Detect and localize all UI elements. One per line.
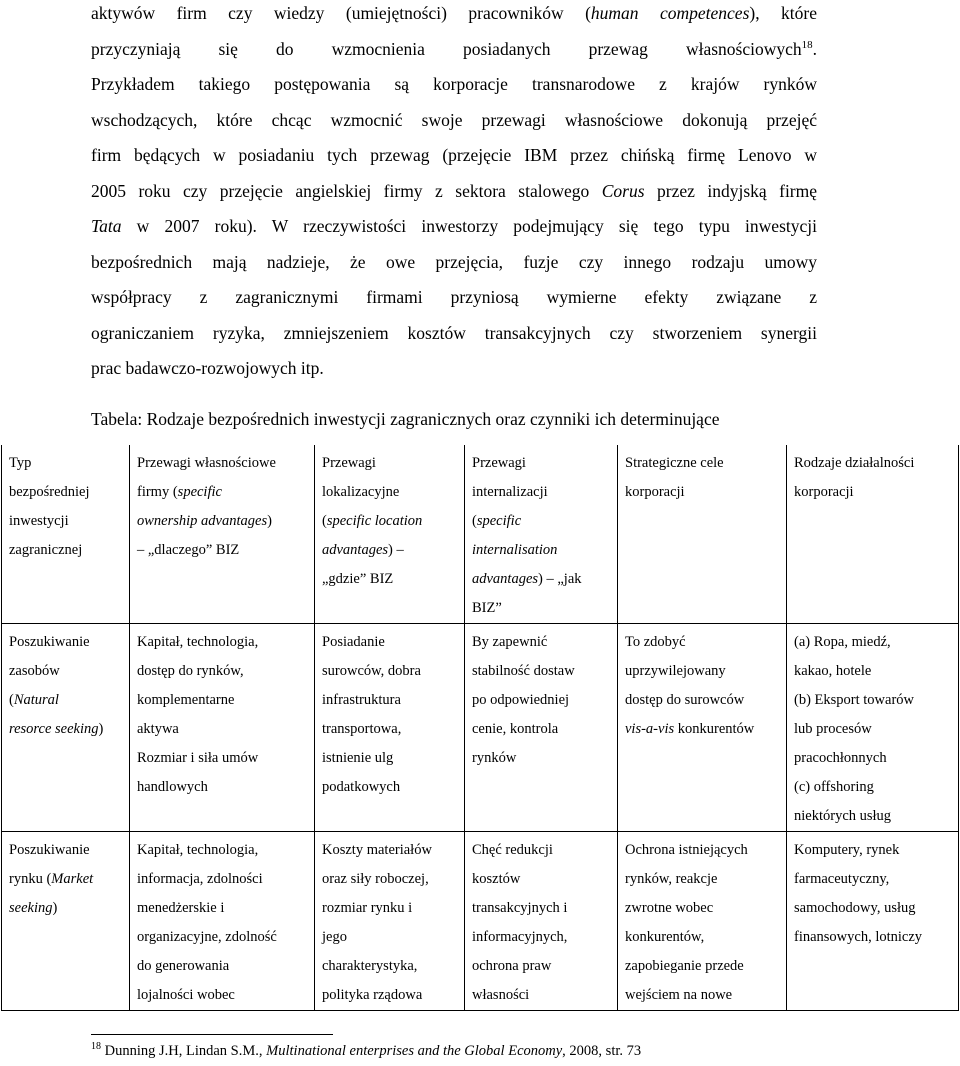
cell-line: konkurentów, [625,929,705,945]
paragraph-line: prac badawczo-rozwojowych itp. [91,358,324,378]
cell-line: rynków, reakcje [625,871,718,887]
cell-line: (specific [472,513,522,529]
table-cell [787,624,959,832]
cell-line: oraz siły roboczej, [322,871,429,887]
footnote-rule [91,1034,333,1035]
table-caption: Tabela: Rodzaje bezpośrednich inwestycji zagranicznych oraz czynniki ich determinujące [91,409,720,429]
cell-line: komplementarne [137,692,235,708]
cell-line: Kapitał, technologia, [137,842,259,858]
cell-line [137,594,307,623]
cell-line [9,923,122,952]
cell-line: jego [322,929,347,945]
cell-line: zagranicznej [9,542,83,558]
paragraph-line: ograniczaniem ryzyka, zmniejszeniem kosztów transakcyjnych czy stworzeniem synergii [91,322,817,343]
paragraph-line: wschodzących, które chcąc wzmocnić swoje przewagi własnościowe dokonują przejęć [91,109,817,130]
cell-line: ochrona praw [472,958,552,974]
table-cell [130,624,315,832]
cell-line: dostęp do rynków, [137,663,244,679]
cell-line: cenie, kontrola [472,721,559,737]
cell-line: finansowych, lotniczy [794,929,923,945]
cell-line: korporacji [794,484,854,500]
cell-line: inwestycji [9,513,69,529]
footnote-number: 18 [91,1041,101,1052]
paragraph-line: Tata w 2007 roku). W rzeczywistości inwestorzy podejmujący się tego typu inwestycji [91,216,817,236]
cell-line [625,594,779,623]
cell-line [794,981,951,1010]
cell-line [625,536,779,565]
cell-line: (specific location [322,513,423,529]
paragraph-line: przyczyniają się do wzmocnienia posiadanych przewag własnościowych$^{18}$. [91,38,817,59]
cell-line: Przewagi [472,455,526,471]
cell-line: zwrotne wobec [625,900,714,916]
cell-line: samochodowy, usług [794,900,916,916]
cell-line: Rodzaje działalności [794,455,915,471]
cell-line [625,744,779,773]
table-cell [2,624,130,832]
cell-line: istnienie ulg [322,750,394,766]
cell-line: lojalności wobec [137,987,235,1003]
cell-line [322,594,457,623]
table-cell [787,445,959,624]
cell-line: Przewagi [322,455,376,471]
cell-line: transportowa, [322,721,402,737]
cell-line: rynku (Market [9,871,94,887]
cell-line: (Natural [9,692,59,708]
cell-line: Kapitał, technologia, [137,634,259,650]
table-cell [787,832,959,1011]
cell-line: (a) Ropa, miedź, [794,634,891,650]
cell-line: rozmiar rynku i [322,900,413,916]
cell-line: pracochłonnych [794,750,887,766]
cell-line: dostęp do surowców [625,692,745,708]
cell-line: uprzywilejowany [625,663,726,679]
cell-line: rynków [472,750,517,766]
cell-line: internalisation [472,542,558,558]
cell-line: lokalizacyjne [322,484,400,500]
cell-line: kosztów [472,871,521,887]
cell-line [472,773,610,802]
table-body [2,445,959,1011]
paragraph-line: Przykładem takiego postępowania są korporacje transnarodowe z krajów rynków [91,74,817,94]
cell-line: advantages) – „jak [472,571,582,587]
cell-line [9,952,122,981]
cell-line: advantages) – [322,542,404,558]
cell-line [9,773,122,802]
cell-line: „gdzie” BIZ [322,571,394,587]
cell-line: BIZ” [472,600,502,616]
cell-line [625,802,779,831]
cell-line: polityka rządowa [322,987,423,1003]
table-cell [465,832,618,1011]
cell-line: surowców, dobra [322,663,421,679]
cell-line: (c) offshoring [794,779,874,795]
footnote [91,1041,641,1060]
table-cell [618,624,787,832]
cell-line: stabilność dostaw [472,663,575,679]
cell-line: menedżerskie i [137,900,225,916]
cell-line: seeking) [9,900,58,916]
table-cell [618,832,787,1011]
cell-line [794,565,951,594]
cell-line: ownership advantages) [137,513,272,529]
cell-line: transakcyjnych i [472,900,568,916]
cell-line: kakao, hotele [794,663,872,679]
cell-line: Ochrona istniejących [625,842,748,858]
cell-line: (b) Eksport towarów [794,692,915,708]
paragraph-line: firm będących w posiadaniu tych przewag (przejęcie IBM przez chińską firmę Lenovo w [91,145,817,165]
cell-line: infrastruktura [322,692,401,708]
cell-line [9,802,122,831]
cell-line: Chęć redukcji [472,842,553,858]
cell-line: Poszukiwanie [9,842,90,858]
table-cell [315,445,465,624]
table-row [2,832,959,1011]
cell-line [9,594,122,623]
cell-line: Rozmiar i siła umów [137,750,259,766]
cell-line: charakterystyka, [322,958,418,974]
cell-line [625,773,779,802]
cell-line: do generowania [137,958,230,974]
cell-line: Strategiczne cele [625,455,724,471]
cell-line: Poszukiwanie [9,634,90,650]
table-cell [465,445,618,624]
table-cell [2,832,130,1011]
cell-line: Typ [9,455,32,471]
cell-line: internalizacji [472,484,548,500]
cell-line: vis-a-vis konkurentów [625,721,755,737]
cell-line: własności [472,987,530,1003]
cell-line: zasobów [9,663,60,679]
cell-line [137,565,307,594]
cell-line: firmy (specific [137,484,222,500]
cell-line [625,565,779,594]
table-cell [130,832,315,1011]
investment-types-table [1,445,959,1011]
table-cell [315,832,465,1011]
cell-line [794,507,951,536]
cell-line [9,744,122,773]
paragraph-line: bezpośrednich mają nadzieje, że owe przejęcia, fuzje czy innego rodzaju umowy [91,251,817,272]
cell-line [794,594,951,623]
cell-line [137,802,307,831]
table-cell [465,624,618,832]
cell-line: Komputery, rynek [794,842,900,858]
cell-line: handlowych [137,779,208,795]
cell-line: aktywa [137,721,179,737]
cell-line: niektórych usług [794,808,892,824]
cell-line: To zdobyć [625,634,686,650]
cell-line: bezpośredniej [9,484,90,500]
footnote-text: Dunning J.H, Lindan S.M., Multinational enterprises and the Global Economy, 2008, str. 73 [101,1043,642,1059]
table-cell [2,445,130,624]
table-header-row [2,445,959,624]
cell-line: zapobieganie przede [625,958,744,974]
paragraph-line: współpracy z zagranicznymi firmami przyniosą wymierne efekty związane z [91,287,817,307]
table-cell [315,624,465,832]
cell-line: organizacyjne, zdolność [137,929,277,945]
cell-line: Przewagi własnościowe [137,455,276,471]
cell-line: informacja, zdolności [137,871,263,887]
cell-line: korporacji [625,484,685,500]
cell-line: wejściem na nowe [625,987,733,1003]
cell-line [472,802,610,831]
cell-line: informacyjnych, [472,929,568,945]
cell-line: Koszty materiałów [322,842,432,858]
cell-line: farmaceutyczny, [794,871,890,887]
cell-line [625,507,779,536]
cell-line: Posiadanie [322,634,385,650]
cell-line: lub procesów [794,721,872,737]
table-cell [618,445,787,624]
table-cell [130,445,315,624]
body-paragraph [91,0,817,387]
cell-line: resorce seeking) [9,721,104,737]
cell-line: By zapewnić [472,634,548,650]
paragraph-line: aktywów firm czy wiedzy (umiejętności) pracowników (human competences), które [91,3,817,23]
table-row [2,624,959,832]
cell-line: po odpowiedniej [472,692,570,708]
cell-line [9,981,122,1010]
cell-line [794,952,951,981]
cell-line: podatkowych [322,779,401,795]
cell-line [9,565,122,594]
cell-line: – „dlaczego” BIZ [137,542,240,558]
cell-line [794,536,951,565]
cell-line [322,802,457,831]
paragraph-line: 2005 roku czy przejęcie angielskiej firmy z sektora stalowego Corus przez indyjską firmę [91,180,818,201]
